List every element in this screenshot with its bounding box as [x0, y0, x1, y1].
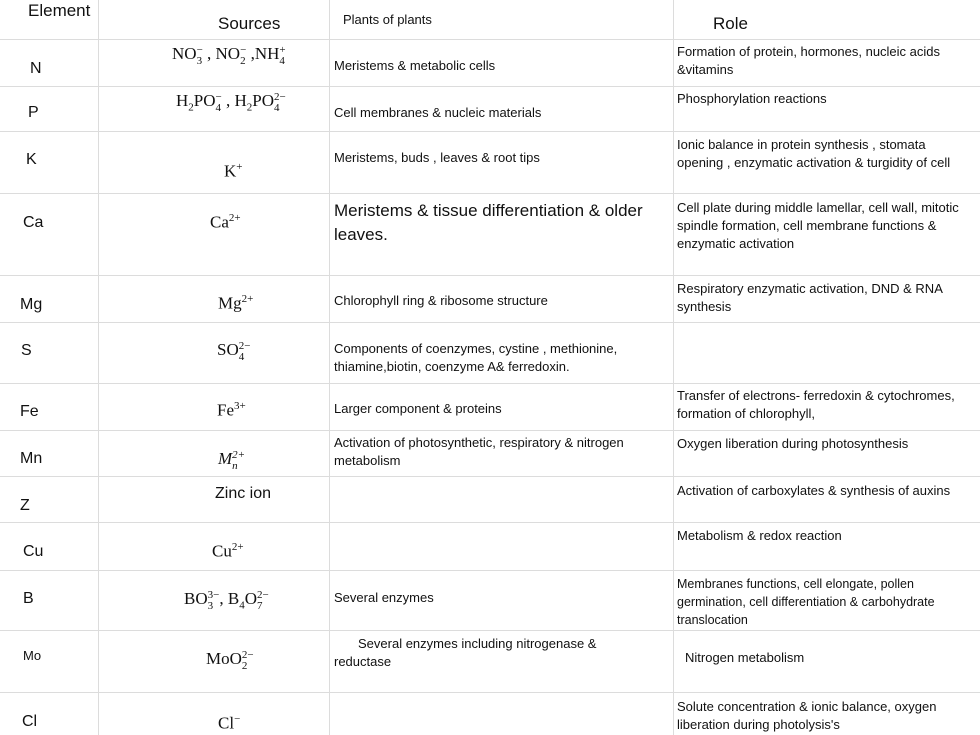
- element-cell: N: [30, 60, 42, 77]
- element-cell: P: [28, 104, 39, 121]
- row-divider: [0, 131, 980, 132]
- role-line: Membranes functions, cell elongate, pollen: [677, 577, 914, 591]
- row-divider: [0, 476, 980, 477]
- role-line: germination, cell differentiation & carbohydrate: [677, 595, 935, 609]
- plants-cell: Meristems & metabolic cells: [334, 58, 496, 73]
- element-cell: Ca: [23, 214, 44, 231]
- row-divider: [0, 430, 980, 431]
- element-cell: Cu: [23, 543, 44, 560]
- plants-cell: Several enzymes including nitrogenase & reductase: [334, 636, 597, 669]
- row-divider: [0, 522, 980, 523]
- element-cell: K: [26, 151, 37, 168]
- row-divider: [0, 383, 980, 384]
- role-line: Oxygen liberation during photosynthesis: [677, 436, 909, 451]
- role-line: translocation: [677, 613, 748, 627]
- role-line: &vitamins: [677, 62, 734, 77]
- source-formula: SO 2− 4: [217, 339, 251, 363]
- source-formula: $Ca^{2+}$: [210, 212, 241, 232]
- source-formula: MoO 2− 2: [206, 648, 254, 672]
- column-divider: [329, 0, 330, 735]
- role-line: spindle formation, cell membrane functions &: [677, 218, 937, 233]
- source-formula: Cl−: [218, 713, 241, 733]
- role-line: Formation of protein, hormones, nucleic acids: [677, 44, 941, 59]
- plants-cell: Several enzymes: [334, 590, 434, 605]
- element-cell: S: [21, 342, 32, 359]
- element-cell: Mo: [23, 648, 42, 663]
- source-formula: $H_2PO$ − 4 , $H_2PO$ 2− 4: [176, 90, 286, 114]
- column-divider: [98, 0, 99, 735]
- row-divider: [0, 193, 980, 194]
- role-line: Cell plate during middle lamellar, cell wall, mitotic: [677, 200, 959, 215]
- source-formula: $Mg^{2+}$: [218, 293, 254, 313]
- source-formula: Zinc ion: [215, 485, 272, 502]
- source-formula: $Fe^{3+}$: [217, 400, 246, 420]
- role-line: Ionic balance in protein synthesis , stomata: [677, 137, 926, 152]
- source-formula: M 2+ n: [218, 448, 246, 472]
- row-divider: [0, 570, 980, 571]
- source-formula: K+: [224, 161, 243, 181]
- role-line: liberation during photolysis's: [677, 717, 840, 732]
- row-divider: [0, 630, 980, 631]
- plants-cell: Meristems & tissue differentiation & older leaves.: [334, 201, 643, 244]
- header-plants: Plants of plants: [343, 12, 432, 27]
- role-line: formation of chlorophyll,: [677, 406, 816, 421]
- plants-cell: Components of coenzymes, cystine , methionine, thiamine,biotin, coenzyme A& ferredoxin.: [334, 341, 618, 374]
- role-line: opening , enzymatic activation & turgidity of cell: [677, 155, 951, 170]
- role-line: Solute concentration & ionic balance, oxygen: [677, 699, 937, 714]
- header-element: Element: [28, 1, 91, 20]
- plants-cell: Larger component & proteins: [334, 401, 502, 416]
- role-line: enzymatic activation: [677, 236, 795, 251]
- plants-cell: Meristems, buds , leaves & root tips: [334, 150, 540, 165]
- plants-cell: Activation of photosynthetic, respiratory & nitrogen metabolism: [334, 435, 624, 468]
- row-divider: [0, 39, 980, 40]
- role-line: synthesis: [677, 299, 732, 314]
- source-formula: $Cu^{2+}$: [212, 541, 244, 561]
- row-divider: [0, 322, 980, 323]
- header-sources: Sources: [218, 14, 281, 33]
- role-line: Respiratory enzymatic activation, DND & RNA: [677, 281, 943, 296]
- role-line: Nitrogen metabolism: [685, 650, 805, 665]
- role-line: Transfer of electrons- ferredoxin & cytochromes,: [677, 388, 955, 403]
- row-divider: [0, 275, 980, 276]
- element-cell: Fe: [20, 403, 39, 420]
- row-divider: [0, 692, 980, 693]
- role-line: Metabolism & redox reaction: [677, 528, 842, 543]
- source-formula: BO 3− 3 , $B_4O$ 2− 7: [184, 588, 269, 612]
- plants-cell: Chlorophyll ring & ribosome structure: [334, 293, 548, 308]
- role-line: Phosphorylation reactions: [677, 91, 827, 106]
- column-divider: [673, 0, 674, 735]
- element-cell: Mn: [20, 450, 43, 467]
- element-cell: Z: [20, 497, 30, 514]
- element-cell: B: [23, 590, 34, 607]
- header-role: Role: [713, 14, 748, 33]
- role-line: Activation of carboxylates & synthesis of auxins: [677, 483, 951, 498]
- source-formula: NO − 3 , NO − 2 ,NH + 4: [172, 43, 286, 67]
- row-divider: [0, 86, 980, 87]
- element-cell: Mg: [20, 296, 43, 313]
- element-cell: Cl: [22, 713, 38, 730]
- plants-cell: Cell membranes & nucleic materials: [334, 105, 542, 120]
